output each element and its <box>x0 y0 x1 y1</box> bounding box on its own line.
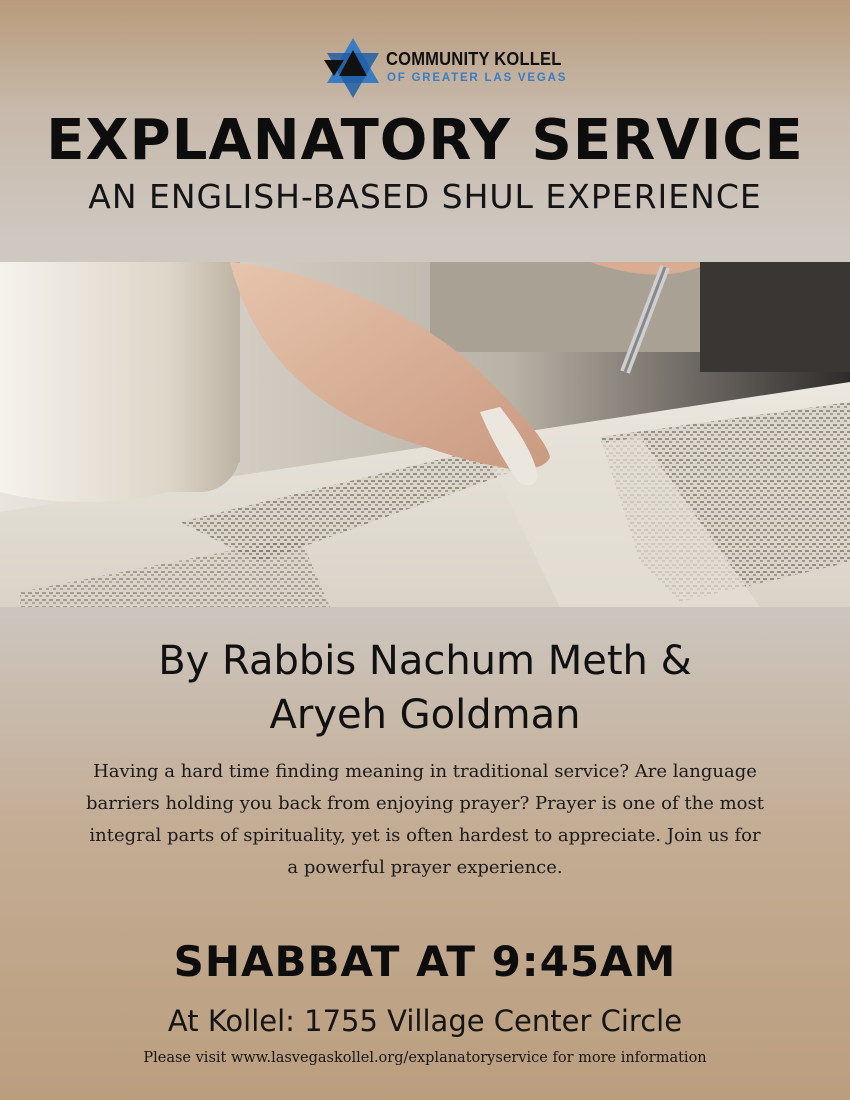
page-title: EXPLANATORY SERVICE <box>46 108 804 173</box>
byline-line-1: By Rabbis Nachum Meth & <box>158 638 692 684</box>
description-line-4: a powerful prayer experience. <box>287 857 563 878</box>
page-subtitle: AN ENGLISH-BASED SHUL EXPERIENCE <box>88 177 762 216</box>
torah-scroll-reading-photo <box>0 262 850 607</box>
event-location: At Kollel: 1755 Village Center Circle <box>167 1004 683 1038</box>
event-description <box>55 756 795 884</box>
logo-title: COMMUNITY KOLLEL <box>386 49 562 69</box>
star-of-david-icon <box>322 36 384 100</box>
logo-subtitle: OF GREATER LAS VEGAS <box>387 72 568 84</box>
byline-line-2: Aryeh Goldman <box>269 692 581 738</box>
description-line-1: Having a hard time finding meaning in traditional service? Are language <box>93 761 757 782</box>
byline <box>0 634 850 742</box>
more-info-text: Please visit www.lasvegaskollel.org/explanatoryservice for more information <box>143 1050 707 1066</box>
description-line-3: integral parts of spirituality, yet is often hardest to appreciate. Join us for <box>89 825 761 846</box>
description-line-2: barriers holding you back from enjoying prayer? Prayer is one of the most <box>86 793 764 814</box>
kollel-logo <box>322 36 568 100</box>
event-time: SHABBAT AT 9:45AM <box>173 937 677 986</box>
